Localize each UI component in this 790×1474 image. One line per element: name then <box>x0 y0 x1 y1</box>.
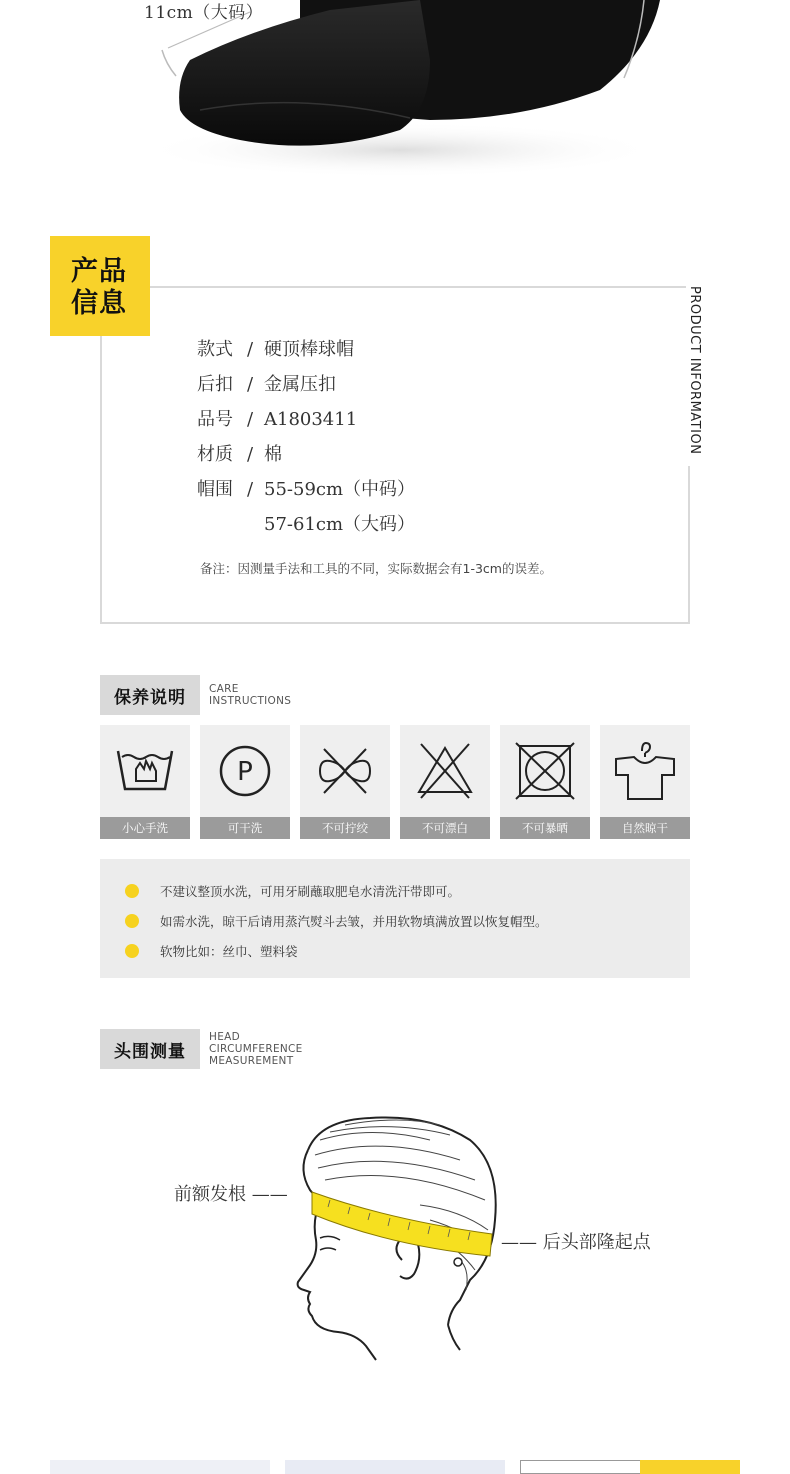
bottom-thumb-1 <box>50 1460 270 1474</box>
no-wring-icon <box>312 743 378 799</box>
head-section-header <box>100 1029 303 1069</box>
dry-clean-icon <box>217 743 273 799</box>
spec-row-buckle <box>197 370 336 396</box>
care-note-item <box>125 882 460 900</box>
hang-dry-icon <box>612 739 678 803</box>
care-note-item <box>125 942 298 960</box>
care-section-tag: 保养说明 <box>100 675 200 715</box>
care-label: 可干洗 <box>200 817 290 839</box>
spec-row-material <box>197 440 282 466</box>
spec-value: 棉 <box>264 444 282 465</box>
head-en-line: CIRCUMFERENCE <box>209 1043 303 1055</box>
cap-size-label: 11cm（大码） <box>144 3 264 23</box>
spec-value: A1803411 <box>264 409 358 430</box>
no-bleach-icon <box>415 742 475 800</box>
care-note-item <box>125 912 548 930</box>
care-section-header <box>100 675 291 715</box>
product-info-badge <box>50 236 150 336</box>
hand-wash-icon <box>114 743 176 799</box>
head-en-line: HEAD <box>209 1031 240 1043</box>
spec-key: 帽围 <box>197 479 233 500</box>
care-en-line: CARE <box>209 683 239 695</box>
bottom-thumb-2 <box>285 1460 505 1474</box>
spec-separator: / <box>247 444 254 465</box>
spec-value: 硬顶棒球帽 <box>264 339 354 360</box>
spec-row-style <box>197 335 354 361</box>
care-card-hang-dry <box>600 725 690 839</box>
head-section-en <box>209 1031 303 1067</box>
spec-key: 后扣 <box>197 374 233 395</box>
badge-line-2: 信息 <box>71 288 127 319</box>
cap-image <box>0 0 790 200</box>
spec-row-circumference-large <box>197 510 415 536</box>
care-label: 不可漂白 <box>400 817 490 839</box>
care-en-line: INSTRUCTIONS <box>209 695 292 707</box>
head-label-back: —— 后头部隆起点 <box>501 1232 651 1253</box>
spec-key: 品号 <box>197 409 233 430</box>
care-card-no-sun <box>500 725 590 839</box>
spec-key: 款式 <box>197 339 233 360</box>
svg-text:P: P <box>237 757 253 787</box>
spec-value: 55-59cm（中码） <box>264 479 416 500</box>
spec-separator: / <box>247 374 254 395</box>
bullet-dot-icon <box>125 884 139 898</box>
care-section-en <box>209 683 291 707</box>
spec-note: 备注：因测量手法和工具的不同，实际数据会有1-3cm的误差。 <box>200 561 552 576</box>
spec-key: 材质 <box>197 444 233 465</box>
spec-row-circumference <box>197 475 415 501</box>
care-note-text: 不建议整顶水洗，可用牙刷蘸取肥皂水清洗汗带即可。 <box>160 884 461 899</box>
spec-separator: / <box>247 479 254 500</box>
product-information-vertical-label: PRODUCT INFORMATION <box>686 286 702 466</box>
spec-separator: / <box>247 409 254 430</box>
head-label-front: 前额发根 —— <box>174 1184 288 1205</box>
badge-line-1: 产品 <box>71 256 127 287</box>
care-card-no-bleach <box>400 725 490 839</box>
care-icon-grid <box>100 725 690 839</box>
care-label: 自然晾干 <box>600 817 690 839</box>
no-tumble-dry-icon <box>514 741 576 801</box>
care-card-no-wring <box>300 725 390 839</box>
care-note-text: 软物比如：丝巾、塑料袋 <box>160 944 298 959</box>
care-label: 不可拧绞 <box>300 817 390 839</box>
bullet-dot-icon <box>125 914 139 928</box>
head-en-line: MEASUREMENT <box>209 1055 294 1067</box>
head-measurement-illustration <box>170 1110 690 1370</box>
care-card-hand-wash <box>100 725 190 839</box>
care-label: 不可暴晒 <box>500 817 590 839</box>
care-note-text: 如需水洗，晾干后请用蒸汽熨斗去皱，并用软物填满放置以恢复帽型。 <box>160 914 548 929</box>
care-card-dry-clean <box>200 725 290 839</box>
head-section-tag: 头围测量 <box>100 1029 200 1069</box>
bullet-dot-icon <box>125 944 139 958</box>
spec-separator: / <box>247 339 254 360</box>
spec-value: 57-61cm（大码） <box>264 514 416 535</box>
spec-value: 金属压扣 <box>264 374 336 395</box>
care-label: 小心手洗 <box>100 817 190 839</box>
bottom-accent <box>640 1460 740 1474</box>
spec-row-item-number <box>197 405 357 431</box>
care-notes-panel <box>100 859 690 978</box>
